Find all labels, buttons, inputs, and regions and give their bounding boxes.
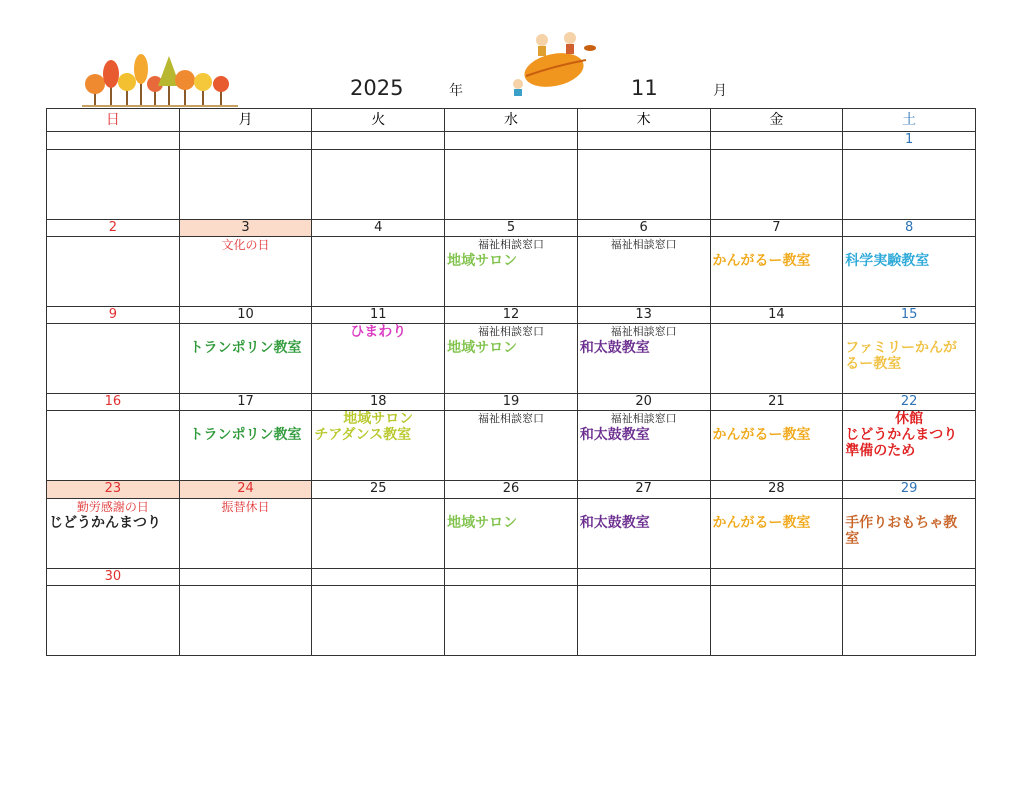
day-empty xyxy=(445,568,578,585)
event-family-kangaru-class-cont: るー教室 xyxy=(845,356,902,373)
day-number: 27 xyxy=(577,481,710,498)
weekday-sat: 土 xyxy=(843,109,976,132)
day-cell xyxy=(710,324,843,394)
day-number: 30 xyxy=(47,568,180,585)
event-community-salon: 地域サロン xyxy=(447,340,518,357)
spacer xyxy=(578,499,710,515)
day-number: 23 xyxy=(47,481,180,498)
event-community-salon: 地域サロン xyxy=(447,252,518,269)
event-science-class: 科学実験教室 xyxy=(845,252,930,269)
kids-on-leaf-illustration xyxy=(502,26,602,98)
day-cell xyxy=(577,324,710,394)
weekday-mon: 月 xyxy=(179,109,312,132)
event-trampoline-class: トランポリン教室 xyxy=(189,340,302,357)
day-cell xyxy=(312,324,445,394)
day-cell xyxy=(577,498,710,568)
day-cell xyxy=(577,585,710,655)
day-number: 14 xyxy=(710,306,843,323)
week-6-events xyxy=(47,585,976,655)
day-cell xyxy=(710,149,843,219)
event-kangaru-class: かんがるー教室 xyxy=(712,514,811,531)
spacer xyxy=(180,324,312,340)
day-cell xyxy=(843,236,976,306)
day-empty xyxy=(445,132,578,149)
day-cell xyxy=(710,498,843,568)
day-cell xyxy=(577,236,710,306)
day-number: 28 xyxy=(710,481,843,498)
day-number: 3 xyxy=(179,219,312,236)
event-family-kangaru-class: ファミリーかんが xyxy=(845,340,957,357)
week-6-dates xyxy=(47,568,976,585)
day-number: 29 xyxy=(843,481,976,498)
spacer xyxy=(711,499,843,515)
week-1-dates xyxy=(47,132,976,149)
weekday-fri: 金 xyxy=(710,109,843,132)
spacer xyxy=(180,411,312,427)
day-cell xyxy=(445,324,578,394)
year-unit: 年 xyxy=(449,83,463,99)
day-cell xyxy=(47,324,180,394)
day-cell xyxy=(179,411,312,481)
day-number: 15 xyxy=(843,306,976,323)
day-number: 17 xyxy=(179,394,312,411)
day-number: 13 xyxy=(577,306,710,323)
weekday-thu: 木 xyxy=(577,109,710,132)
event-handmade-toy-class-cont: 室 xyxy=(845,530,860,547)
event-welfare-consult: 福祉相談窓口 xyxy=(610,412,677,426)
weekday-wed: 水 xyxy=(445,109,578,132)
calendar-header xyxy=(0,0,1024,108)
event-welfare-consult: 福祉相談窓口 xyxy=(477,412,544,426)
event-taiko-class: 和太鼓教室 xyxy=(579,514,650,531)
event-handmade-toy-class: 手作りおもちゃ教 xyxy=(845,514,958,531)
weekday-header-row xyxy=(47,109,976,132)
day-cell xyxy=(710,236,843,306)
event-welfare-consult: 福祉相談窓口 xyxy=(610,325,677,339)
day-number: 1 xyxy=(843,132,976,149)
event-cheerdance-class: チアダンス教室 xyxy=(314,427,412,444)
day-cell xyxy=(445,149,578,219)
day-number: 9 xyxy=(47,306,180,323)
event-kangaru-class: かんがるー教室 xyxy=(712,252,811,269)
day-empty xyxy=(312,568,445,585)
week-5-dates xyxy=(47,481,976,498)
day-number: 20 xyxy=(577,394,710,411)
day-number: 22 xyxy=(843,394,976,411)
day-empty xyxy=(179,568,312,585)
day-cell xyxy=(47,236,180,306)
spacer xyxy=(843,324,975,340)
event-community-salon: 地域サロン xyxy=(343,411,414,428)
day-cell xyxy=(577,411,710,481)
day-number: 26 xyxy=(445,481,578,498)
day-cell xyxy=(47,498,180,568)
autumn-trees-illustration xyxy=(82,52,238,108)
event-kangaru-class: かんがるー教室 xyxy=(712,427,811,444)
spacer xyxy=(711,411,843,427)
day-cell xyxy=(179,498,312,568)
day-cell xyxy=(312,149,445,219)
day-cell xyxy=(710,411,843,481)
event-community-salon: 地域サロン xyxy=(447,514,518,531)
day-number: 19 xyxy=(445,394,578,411)
day-empty xyxy=(577,132,710,149)
day-cell xyxy=(710,585,843,655)
day-cell xyxy=(445,498,578,568)
day-number: 21 xyxy=(710,394,843,411)
holiday-label: 文化の日 xyxy=(221,237,270,252)
year-value: 2025 xyxy=(350,76,404,100)
holiday-label: 勤労感謝の日 xyxy=(76,499,149,514)
day-number: 24 xyxy=(179,481,312,498)
day-empty xyxy=(47,132,180,149)
week-4-events xyxy=(47,411,976,481)
day-number: 16 xyxy=(47,394,180,411)
holiday-label: 振替休日 xyxy=(221,499,270,514)
event-welfare-consult: 福祉相談窓口 xyxy=(477,325,544,339)
day-number: 11 xyxy=(312,306,445,323)
event-taiko-class: 和太鼓教室 xyxy=(579,427,650,444)
day-cell xyxy=(445,585,578,655)
day-number: 4 xyxy=(312,219,445,236)
day-cell xyxy=(312,236,445,306)
weekday-sun: 日 xyxy=(47,109,180,132)
day-number: 2 xyxy=(47,219,180,236)
event-jidoukan-festival: じどうかんまつり xyxy=(49,514,161,531)
event-welfare-consult: 福祉相談窓口 xyxy=(610,237,677,251)
day-cell xyxy=(577,149,710,219)
week-3-dates xyxy=(47,306,976,323)
day-cell xyxy=(843,498,976,568)
event-welfare-consult: 福祉相談窓口 xyxy=(477,237,544,251)
spacer xyxy=(445,499,577,515)
week-2-dates xyxy=(47,219,976,236)
week-5-events xyxy=(47,498,976,568)
week-2-events xyxy=(47,236,976,306)
day-empty xyxy=(577,568,710,585)
spacer xyxy=(711,237,843,253)
day-cell xyxy=(47,411,180,481)
calendar-grid xyxy=(46,108,976,656)
event-festival-prep-reason: 準備のため xyxy=(845,443,916,460)
day-cell xyxy=(445,236,578,306)
day-cell xyxy=(179,324,312,394)
day-cell xyxy=(843,324,976,394)
day-cell xyxy=(312,585,445,655)
day-number: 25 xyxy=(312,481,445,498)
event-festival-prep: じどうかんまつり xyxy=(845,427,958,444)
day-number: 5 xyxy=(445,219,578,236)
day-empty xyxy=(843,568,976,585)
day-number: 18 xyxy=(312,394,445,411)
day-cell xyxy=(843,411,976,481)
month-unit: 月 xyxy=(713,83,727,99)
day-number: 7 xyxy=(710,219,843,236)
day-empty xyxy=(710,568,843,585)
event-closed: 休館 xyxy=(895,411,924,428)
event-taiko-class: 和太鼓教室 xyxy=(579,340,650,357)
week-3-events xyxy=(47,324,976,394)
day-cell xyxy=(312,411,445,481)
day-number: 6 xyxy=(577,219,710,236)
day-number: 8 xyxy=(843,219,976,236)
spacer xyxy=(843,237,975,253)
day-cell xyxy=(179,585,312,655)
day-cell xyxy=(312,498,445,568)
month-value: 11 xyxy=(631,76,658,100)
day-cell xyxy=(179,236,312,306)
spacer xyxy=(843,499,975,515)
day-empty xyxy=(179,132,312,149)
day-cell xyxy=(843,149,976,219)
weekday-tue: 火 xyxy=(312,109,445,132)
week-4-dates xyxy=(47,394,976,411)
day-cell xyxy=(47,149,180,219)
day-number: 10 xyxy=(179,306,312,323)
day-cell xyxy=(179,149,312,219)
event-trampoline-class: トランポリン教室 xyxy=(189,427,302,444)
week-1-events xyxy=(47,149,976,219)
day-empty xyxy=(710,132,843,149)
day-cell xyxy=(445,411,578,481)
day-cell xyxy=(843,585,976,655)
day-empty xyxy=(312,132,445,149)
day-number: 12 xyxy=(445,306,578,323)
event-himawari: ひまわり xyxy=(350,324,407,341)
day-cell xyxy=(47,585,180,655)
